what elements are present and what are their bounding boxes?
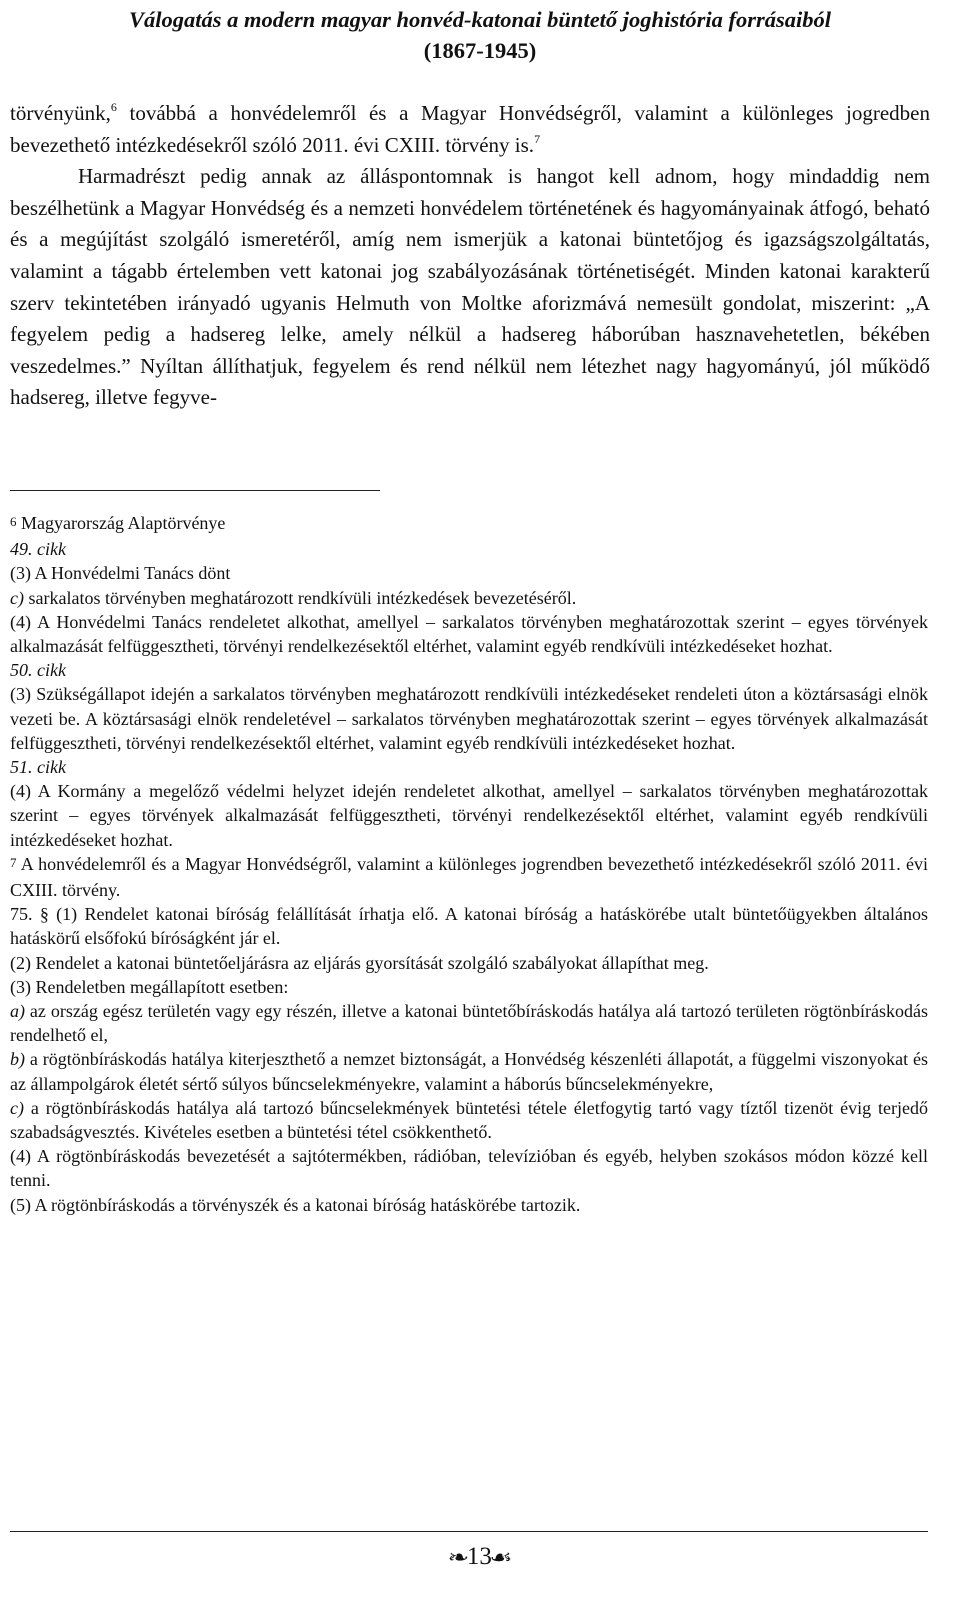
section-75-point-b [10, 1047, 928, 1095]
section-75-para-1: 75. § (1) Rendelet katonai bíróság felállítását írhatja elő. A katonai bíróság a hatáskörébe utalt büntetőügyekben általános hatáskörű elsőfokú bíróságként jár el. [10, 904, 928, 949]
page-footer [0, 1542, 960, 1573]
article-49-point-c [10, 586, 928, 610]
footnote-ref-6[interactable]: 6 [110, 100, 117, 114]
footnote-6-title: Magyarország Alaptörvénye [16, 513, 226, 533]
article-51-heading: 51. cikk [10, 757, 66, 778]
section-75-point-a-text: az ország egész területén vagy egy részén, illetve a katonai büntetőbíráskodás hatálya alá tartozó területen rögtönbíráskodás rendelhető el, [10, 1001, 928, 1046]
article-50-para-3: (3) Szükségállapot idején a sarkalatos törvényben meghatározott rendkívüli intézkedéseket rendeleti úton a köztársasági elnök vezeti be. A köztársasági elnök rendeletével – sarkalatos törvényben meghatározottak szerint – egyes törvények alkalmazását felfüggesztheti, törvényi rendelkezésektől eltérhet, valamint egyéb rendkívüli intézkedéseket hozhat. [10, 684, 928, 753]
main-text [10, 98, 930, 414]
paragraph-1-text-a: törvényünk, [10, 101, 111, 125]
section-75-para-5: (5) A rögtönbíráskodás a törvényszék és a katonai bíróság hatáskörébe tartozik. [10, 1194, 581, 1215]
paragraph-1-text-b: továbbá a honvédelemről és a Magyar Honvédségről, valamint a különleges jogredben bevezethető intézkedésekről szóló 2011. évi CXIII. törvény is. [10, 101, 930, 157]
section-75-point-a-label: a) [10, 1001, 25, 1022]
running-header [0, 4, 960, 66]
footnote-7 [10, 852, 928, 902]
paragraph-2: Harmadrészt pedig annak az álláspontomnak is hangot kell adnom, hogy mindaddig nem beszélhetünk a Magyar Honvédség és a nemzeti honvédelem történetének és hagyományainak átfogó, beható és a megújítást szolgáló ismeretéről, amíg nem ismerjük a katonai büntetőjog és igazságszolgáltatás, valamint a tágabb értelemben vett katonai jog szabályozásának történetiségét. Minden katonai karakterű szerv tekintetében irányadó ugyanis Helmuth von Moltke aforizmává nemesült gondolat, miszerint: „A fegyelem pedig a hadsereg lelke, amely nélkül a hadsereg háborúban hasznavehetetlen, békében veszedelmes.” Nyíltan állíthatjuk, fegyelem és rend nélkül nem létezhet nagy hagyományú, jól működő hadsereg, illetve fegyve- [10, 164, 930, 410]
ornament-right-icon: ☙ [489, 1547, 513, 1569]
footnotes [10, 511, 928, 1217]
section-75-para-4: (4) A rögtönbíráskodás bevezetését a sajtótermékben, rádióban, televízióban és egyéb, helyben szokásos módon közzé kell tenni. [10, 1146, 928, 1191]
article-50-heading: 50. cikk [10, 660, 66, 681]
ornament-left-icon: ❧ [447, 1547, 470, 1569]
section-75-point-b-text: a rögtönbíráskodás hatálya kiterjeszthető a nemzet biztonságát, a Honvédség készenléti állapotát, a függelmi viszonyokat és az állampolgárok életét sértő súlyos bűncselekményekre, valamint a háborús bűncselekményekre, [10, 1049, 928, 1094]
article-49-point-c-label: c) [10, 587, 24, 608]
header-title: Válogatás a modern magyar honvéd-katonai büntető joghistória forrásaiból [129, 7, 831, 32]
footnote-6-number: 6 [10, 514, 17, 529]
footnote-6 [10, 511, 928, 537]
footnote-separator [10, 490, 380, 491]
section-75-para-2: (2) Rendelet a katonai büntetőeljárásra az eljárás gyorsítását szolgáló szabályokat állapíthat meg. [10, 952, 709, 973]
page-number: 13 [466, 1543, 492, 1570]
section-75-point-a [10, 999, 928, 1047]
paragraph-1 [10, 98, 930, 161]
section-75-point-c [10, 1096, 928, 1144]
section-75-point-b-label: b) [10, 1049, 25, 1070]
section-75-para-3: (3) Rendeletben megállapított esetben: [10, 976, 289, 997]
article-51-para-4: (4) A Kormány a megelőző védelmi helyzet idején rendeletet alkothat, amellyel – sarkalatos törvényben meghatározottak szerint – egyes törvények alkalmazását felfüggesztheti, törvényi rendelkezésektől eltérhet, valamint egyéb rendkívüli intézkedéseket hozhat. [10, 781, 928, 850]
section-75-point-c-label: c) [10, 1097, 24, 1118]
article-49-heading: 49. cikk [10, 539, 66, 560]
footer-rule [10, 1531, 928, 1532]
article-49-para-3: (3) A Honvédelmi Tanács dönt [10, 563, 231, 584]
header-years: (1867-1945) [423, 38, 537, 63]
footnote-7-title: A honvédelemről és a Magyar Honvédségről, valamint a különleges jogrendben bevezethető intézkedésekről szóló 2011. évi CXIII. törvény. [10, 853, 928, 901]
footnote-7-number: 7 [10, 854, 17, 870]
footnote-ref-7[interactable]: 7 [534, 131, 541, 146]
section-75-point-c-text: a rögtönbíráskodás hatálya alá tartozó bűncselekmények büntetési tétele életfogytig tartó vagy tíztől tizenöt évig terjedő szabadságvesztés. Kivételes esetben a büntetési tétel csökkenthető. [10, 1097, 928, 1143]
article-49-point-c-text: sarkalatos törvényben meghatározott rendkívüli intézkedések bevezetéséről. [23, 587, 577, 608]
article-49-para-4: (4) A Honvédelmi Tanács rendeletet alkothat, amellyel – sarkalatos törvényben meghatározottak szerint – egyes törvények alkalmazását felfüggesztheti, törvényi rendelkezésektől eltérhet, valamint egyéb rendkívüli intézkedéseket hozhat. [10, 611, 928, 657]
